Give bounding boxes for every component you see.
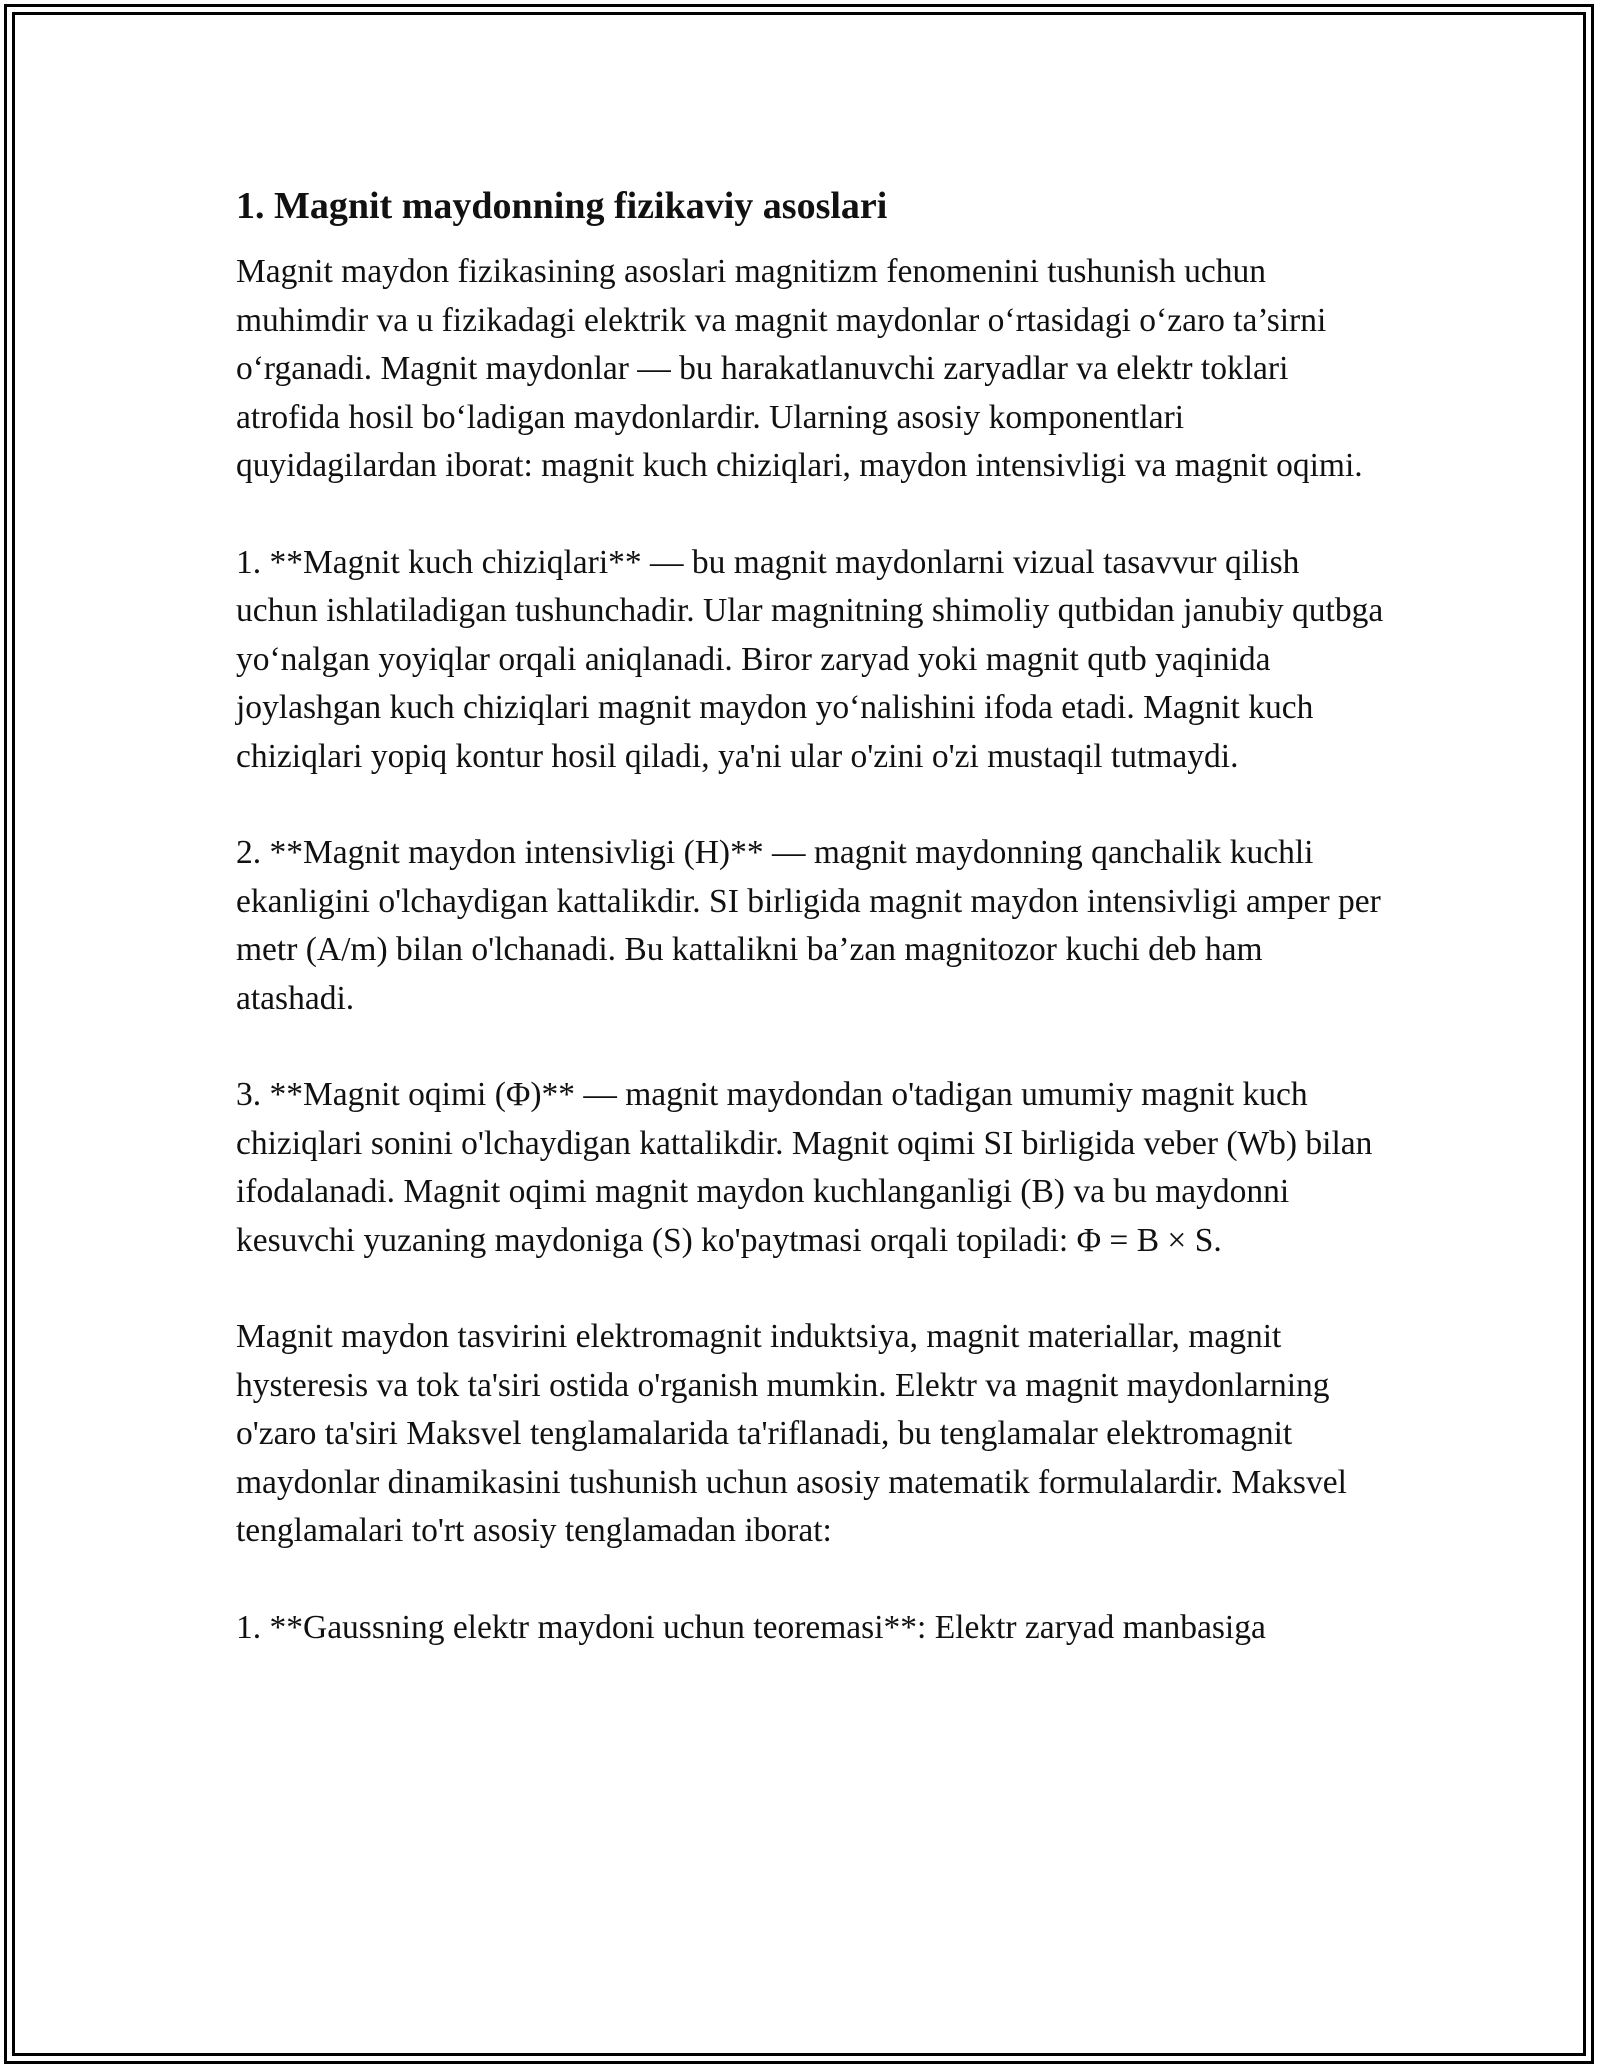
- list-item-gauss-theorem: 1. **Gaussning elektr maydoni uchun teoremasi**: Elektr zaryad manbasiga: [236, 1608, 1266, 1646]
- intro-paragraph: Magnit maydon fizikasining asoslari magnitizm fenomenini tushunish uchun muhimdir va u fizikadagi elektrik va magnit maydonlar o‘rtasidagi o‘zaro ta’sirni o‘rganadi. Magnit maydonlar — bu harakatlanuvchi zaryadlar va elektr toklari atrofida hosil bo‘ladigan maydonlardir. Ularning asosiy komponentlari quyidagilardan iborat: magnit kuch chiziqlari, maydon intensivligi va magnit oqimi.: [236, 253, 1363, 484]
- document-body: [236, 182, 1386, 1652]
- list-item-magnetic-field-lines: 1. **Magnit kuch chiziqlari** — bu magnit maydonlarni vizual tasavvur qilish uchun ishlatiladigan tushunchadir. Ular magnitning shimoliy qutbidan janubiy qutbga yo‘nalgan yoyiqlar orqali aniqlanadi. Biror zaryad yoki magnit qutb yaqinida joylashgan kuch chiziqlari magnit maydon yo‘nalishini ifoda etadi. Magnit kuch chiziqlari yopiq kontur hosil qiladi, ya'ni ular o'zini o'zi mustaqil tutmaydi.: [236, 543, 1384, 775]
- list-item-magnetic-flux: 3. **Magnit oqimi (Φ)** — magnit maydondan o'tadigan umumiy magnit kuch chiziqlari sonini o'lchaydigan kattalikdir. Magnit oqimi SI birligida veber (Wb) bilan ifodalanadi. Magnit oqimi magnit maydon kuchlanganligi (B) va bu maydonni kesuvchi yuzaning maydoniga (S) ko'paytmasi orqali topiladi: Φ = B × S.: [236, 1076, 1373, 1259]
- list-item-field-intensity: 2. **Magnit maydon intensivligi (H)** — magnit maydonning qanchalik kuchli ekanligini o'lchaydigan kattalikdir. SI birligida magnit maydon intensivligi amper per metr (A/m) bilan o'lchanadi. Bu kattalikni ba’zan magnitozor kuchi deb ham atashadi.: [236, 834, 1381, 1017]
- maxwell-paragraph: Magnit maydon tasvirini elektromagnit induktsiya, magnit materiallar, magnit hysteresis va tok ta'siri ostida o'rganish mumkin. Elektr va magnit maydonlarning o'zaro ta'siri Maksvel tenglamalarida ta'riflanadi, bu tenglamalar elektromagnit maydonlar dinamikasini tushunish uchun asosiy matematik formulalardir. Maksvel tenglamalari to'rt asosiy tenglamadan iborat:: [236, 1318, 1347, 1549]
- section-heading: 1. Magnit maydonning fizikaviy asoslari: [236, 185, 888, 227]
